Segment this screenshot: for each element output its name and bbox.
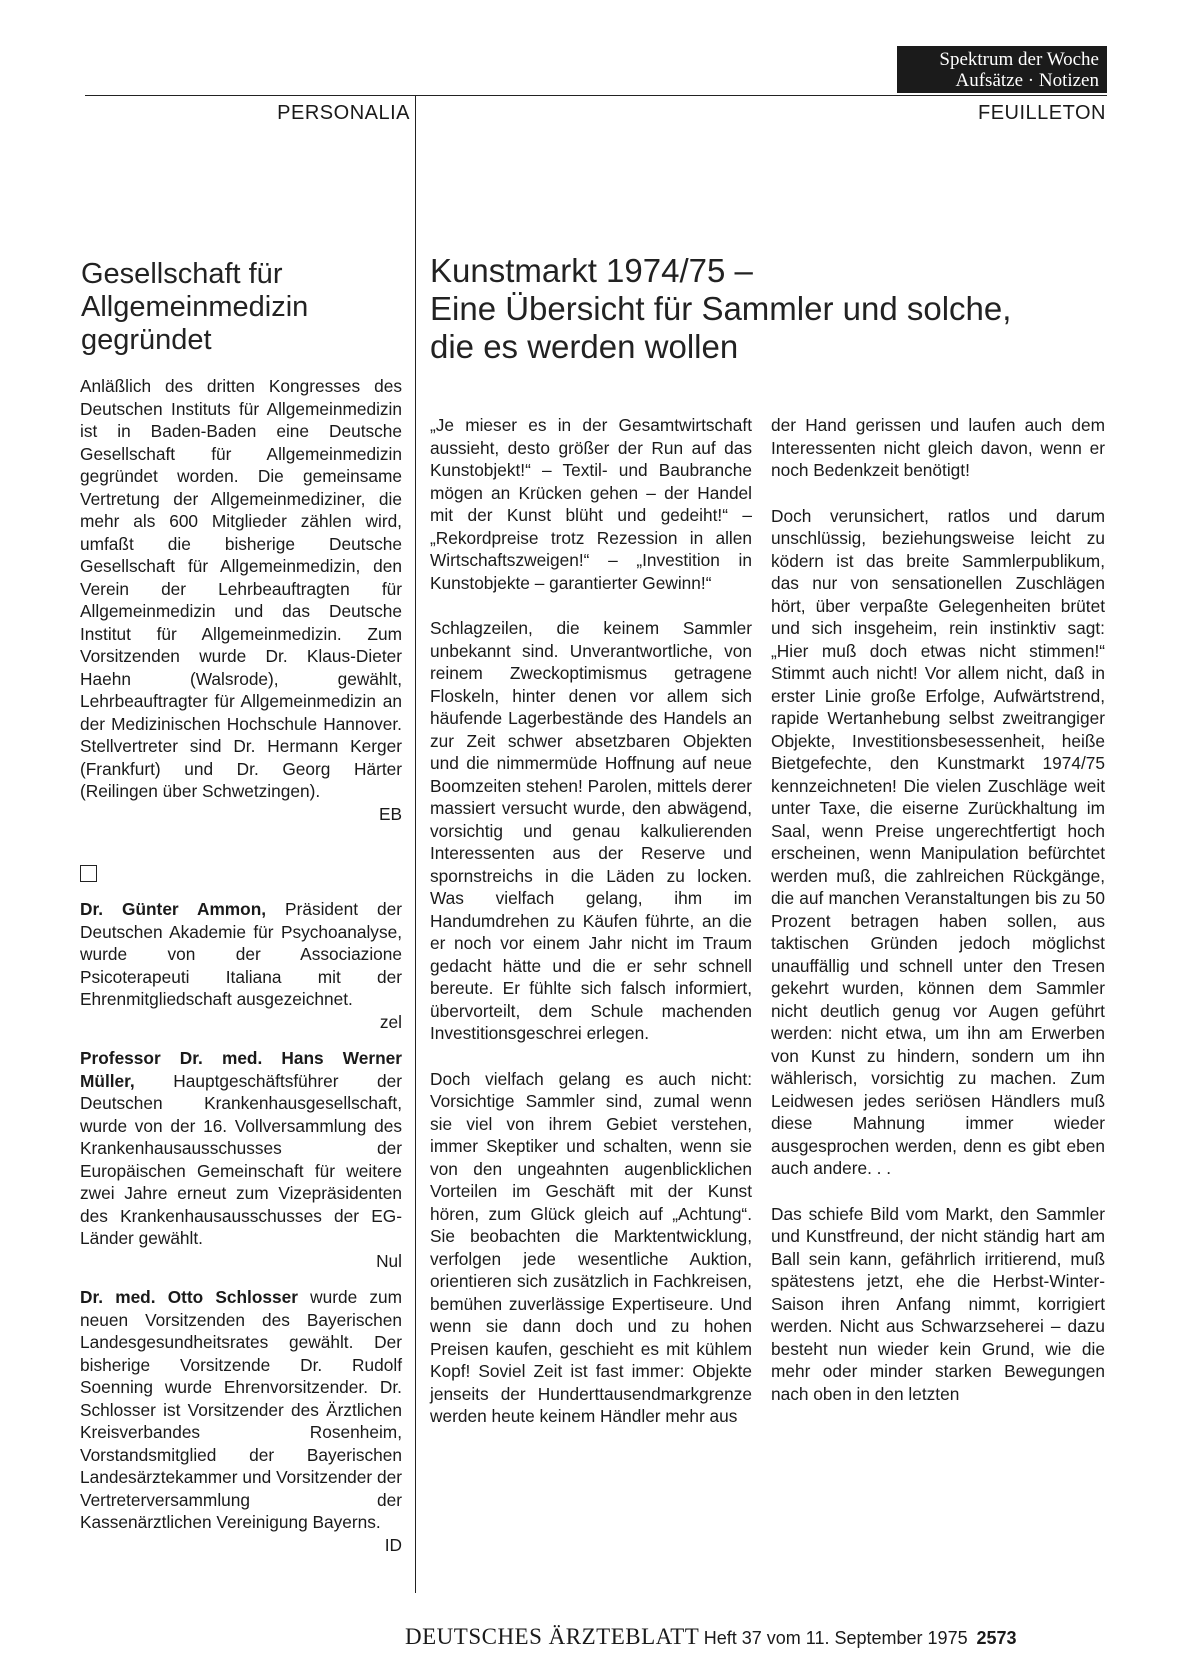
item-signature: zel bbox=[379, 1011, 402, 1032]
personalia-column bbox=[80, 375, 402, 1556]
headline-line-2: Eine Übersicht für Sammler und solche, bbox=[430, 290, 1012, 327]
column-divider bbox=[415, 96, 416, 1593]
personalia-item bbox=[80, 1286, 402, 1534]
personalia-headline: Gesellschaft für Allgemeinmedizin gegründet bbox=[81, 258, 309, 356]
page-footer bbox=[405, 1624, 1110, 1656]
person-text: Hauptgeschäftsführer der Deutschen Krankenhausgesellschaft, wurde von der 16. Vollversammlung des Krankenhausausschusses der Europäischen Gemeinschaft für weitere zwei Jahre erneut zum Vizepräsidenten des Krankenhausausschusses der EG-Länder gewählt. bbox=[80, 1070, 402, 1248]
article-column-right bbox=[771, 414, 1105, 1405]
issue-info: Heft 37 vom 11. September 1975 bbox=[703, 1628, 968, 1648]
person-text: Präsident der Deutschen Akademie für Psychoanalyse, wurde von der Associazione Psicoterapeuti Italiana mit der Ehrenmitgliedschaft ausgezeichnet. bbox=[80, 899, 402, 1009]
section-badge bbox=[897, 46, 1107, 93]
article-paragraph: Doch vielfach gelang es auch nicht: Vorsichtige Sammler sind, zumal wenn sie viel von ihrem Gebiet verstehen, immer Skeptiker und schalten, wenn sie von den ungeahnten augenblicklichen Vorteilen im Geschäft mit der Kunst hören, zum Glück gleich auf „Achtung“. Sie beobachten die Marktentwicklung, verfolgen jede wesentliche Auktion, orientieren sich zusätzlich in Fachkreisen, bemühen zuverlässige Expertiseure. Und wenn sie dann doch und zu hohen Preisen kaufen, geschieht es mit kühlem Kopf! Soviel Zeit ist fast immer: Objekte jenseits der Hunderttausendmarkgrenze werden heute keinem Händler mehr aus bbox=[430, 1068, 752, 1426]
journal-masthead: DEUTSCHES ÄRZTEBLATT bbox=[405, 1624, 700, 1649]
personalia-intro: Anläßlich des dritten Kongresses des Deutschen Instituts für Allgemeinmedizin ist in Baden-Baden eine Deutsche Gesellschaft für Allgemeinmedizin gegründet worden. Die gemeinsame Vertretung der Allgemeinmediziner, die mehr als 600 Mitglieder zählen wird, umfaßt die bisherige Deutsche Gesellschaft für Allgemeinmedizin, den Verein der Lehrbeauftragten für Allgemeinmedizin und das Deutsche Institut für Allgemeinmedizin. Zum Vorsitzenden wurde Dr. Klaus-Dieter Haehn (Walsrode), gewählt, Lehrbeauftragter für Allgemeinmedizin an der Medizinischen Hochschule Hannover. Stellvertreter sind Dr. Hermann Kerger (Frankfurt) und Dr. Georg Härter (Reilingen über Schwetzingen). bbox=[80, 376, 402, 801]
person-name: Dr. med. Otto Schlosser bbox=[80, 1287, 298, 1307]
article-paragraph: Das schiefe Bild vom Markt, den Sammler und Kunstfreund, der nicht ständig hart am Ball sein kann, gefährlich irritierend, muß spätestens jetzt, ehe die Herbst-Winter-Saison ihren Anfang nimmt, korrigiert werden. Nicht aus Schwarzseherei – dazu besteht nun wieder kein Grund, wie die mehr oder minder starken Bewegungen nach oben in den letzten bbox=[771, 1203, 1105, 1404]
article-column-middle bbox=[430, 414, 752, 1428]
badge-line-1: Spektrum der Woche bbox=[939, 49, 1099, 70]
headline-line-3: die es werden wollen bbox=[430, 328, 739, 365]
personalia-item bbox=[80, 1047, 402, 1250]
article-paragraph: der Hand gerissen und laufen auch dem Interessenten nicht gleich davon, wenn er noch Bedenkzeit benötigt! bbox=[771, 415, 1105, 480]
article-paragraph: Doch verunsichert, ratlos und darum unschlüssig, beziehungsweise leicht zu ködern ist das breite Sammlerpublikum, das nur von sensationellen Zuschlägen hört, über verpaßte Gelegenheiten brütet und sich insgeheim, rein instinktiv sagt: „Hier muß doch etwas nicht stimmen!“ Stimmt auch nicht! Vor allem nicht, daß in erster Linie große Erfolge, Aufwärtstrend, rapide Wertanhebung selbst zweitrangiger Objekte, Investitionsbesessenheit, heiße Bietgefechte, den Kunstmarkt 1974/75 kennzeichneten! Die vielen Zuschläge weit unter Taxe, die eiserne Zurückhaltung im Saal, wenn Preise ungerechtfertigt hoch erscheinen, wenn Manipulation befürchtet werden muß, die zahlreichen Rückgänge, die auf manchen Veranstaltungen bis zu 50 Prozent betragen haben sollen, aus taktischen Gründen jedoch möglichst unauffällig und schnell unter den Tresen gekehrt wurden, können dem Sammler nicht deutlich genug vor Augen geführt werden: nicht etwa, um ihn am Erwerben von Kunst zu hindern, sondern um ihn wählerisch, vorsichtig zu machen. Zum Leidwesen jedes seriösen Händlers muß diese Mahnung immer wieder ausgesprochen werden, denn es gibt eben auch andere. . . bbox=[771, 505, 1105, 1178]
intro-signature: EB bbox=[378, 803, 402, 824]
headline-line-1: Kunstmarkt 1974/75 – bbox=[430, 252, 753, 289]
article-paragraph: Schlagzeilen, die keinem Sammler unbekannt sind. Unverantwortliche, von reinem Zweckoptimismus getragene Floskeln, hinter denen vor allem sich häufende Lagerbestände des Handels an zur Zeit schwer absetzbaren Objekten und die nimmermüde Hoffnung auf neue Boomzeiten stehen! Parolen, mittels derer massiert versucht wurde, den abwägend, vorsichtig und genau kalkulierenden Interessenten aus der Reserve und spornstreichs in die Läden zu locken. Was vielfach gelang, ihm im Handumdrehen zu Käufen führte, an die er noch vor einem Jahr nicht im Traum gedacht hätte und die er sehr schnell bereute. Er fühlte sich falsch informiert, übervorteilt, dem Schule machenden Investitionsgeschrei erlegen. bbox=[430, 618, 752, 1043]
page-number: 2573 bbox=[976, 1628, 1017, 1648]
article-headline bbox=[430, 252, 1110, 366]
badge-line-2: Aufsätze · Notizen bbox=[955, 70, 1099, 91]
header-rule bbox=[85, 95, 1107, 96]
section-label-feuilleton: FEUILLETON bbox=[978, 102, 1106, 124]
article-paragraph: „Je mieser es in der Gesamtwirtschaft aussieht, desto größer der Run auf das Kunstobjekt!“ – Textil- und Baubranche mögen an Krücken gehen – der Handel mit der Kunst blüht und gedeiht!“ – „Rekordpreise trotz Rezession in allen Wirtschaftszweigen!“ – „Investition in Kunstobjekte – garantierter Gewinn!“ bbox=[430, 415, 752, 593]
personalia-item bbox=[80, 898, 402, 1011]
person-name: Professor Dr. med. Hans Werner Müller, bbox=[80, 1048, 402, 1091]
item-signature: Nul bbox=[376, 1250, 402, 1271]
person-text: wurde zum neuen Vorsitzenden des Bayerischen Landesgesundheitsrates gewählt. Der bisherige Vorsitzende Dr. Rudolf Soenning wurde Ehrenvorsitzender. Dr. Schlosser ist Vorsitzender des Ärztlichen Kreisverbandes Rosenheim, Vorstandsmitglied der Bayerischen Landesärztekammer und Vorsitzender der Vertreterversammlung der Kassenärztlichen Vereinigung Bayerns. bbox=[80, 1287, 402, 1532]
person-name: Dr. Günter Ammon, bbox=[80, 899, 267, 919]
item-signature: ID bbox=[384, 1534, 402, 1555]
separator-box-icon bbox=[80, 865, 97, 882]
section-label-personalia: PERSONALIA bbox=[277, 102, 410, 124]
